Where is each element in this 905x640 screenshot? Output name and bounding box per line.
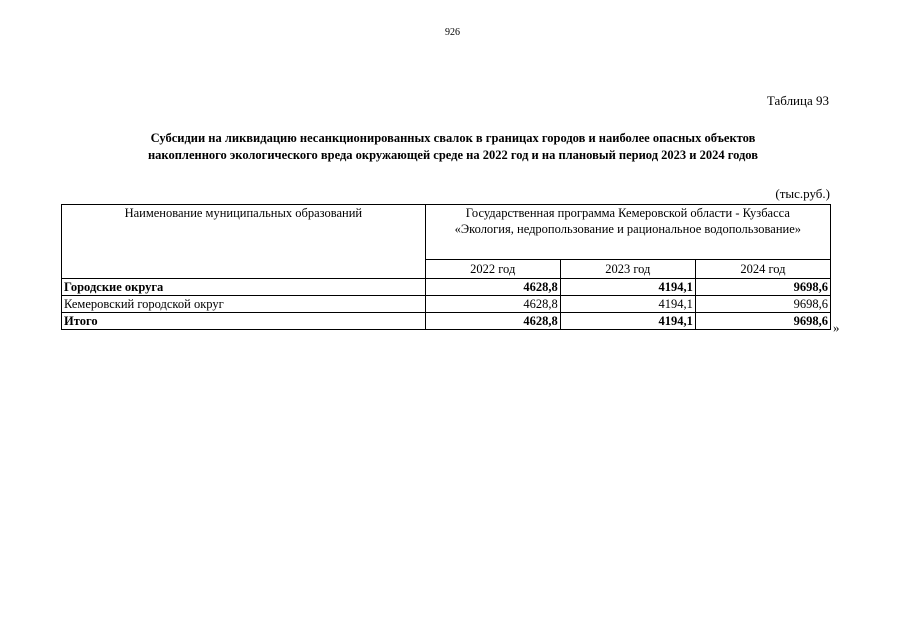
row-value-2023: 4194,1 (560, 313, 695, 330)
document-title (60, 130, 846, 164)
header-program (425, 205, 830, 260)
table-row-total (62, 313, 831, 330)
row-value-2024: 9698,6 (695, 313, 830, 330)
table-row-urban-districts (62, 279, 831, 296)
page-number: 926 (445, 27, 460, 38)
header-year-2023: 2023 год (560, 260, 695, 279)
header-municipality-name: Наименование муниципальных образований (62, 205, 426, 279)
title-line-1: Субсидии на ликвидацию несанкционированных свалок в границах городов и наиболее опасных объектов (150, 131, 756, 145)
row-value-2022: 4628,8 (425, 279, 560, 296)
row-value-2023: 4194,1 (560, 279, 695, 296)
row-name: Кемеровский городской округ (62, 296, 426, 313)
row-value-2023: 4194,1 (560, 296, 695, 313)
header-program-line-2: «Экология, недропользование и рациональное водопользование» (454, 222, 801, 236)
row-value-2022: 4628,8 (425, 313, 560, 330)
header-program-line-1: Государственная программа Кемеровской области - Кузбасса (465, 206, 790, 220)
row-name: Городские округа (62, 279, 426, 296)
table-header-row (62, 205, 831, 260)
row-value-2024: 9698,6 (695, 279, 830, 296)
row-value-2022: 4628,8 (425, 296, 560, 313)
header-year-2022: 2022 год (425, 260, 560, 279)
row-name: Итого (62, 313, 426, 330)
units-label: (тыс.руб.) (775, 186, 830, 201)
title-line-2: накопленного экологического вреда окружающей среде на 2022 год и на плановый период 2023 и 2024 годов (147, 148, 758, 162)
closing-quote: » (833, 320, 840, 335)
header-year-2024: 2024 год (695, 260, 830, 279)
table-row-kemerovo (62, 296, 831, 313)
subsidies-table (61, 204, 831, 330)
table-label: Таблица 93 (766, 93, 829, 108)
row-value-2024: 9698,6 (695, 296, 830, 313)
